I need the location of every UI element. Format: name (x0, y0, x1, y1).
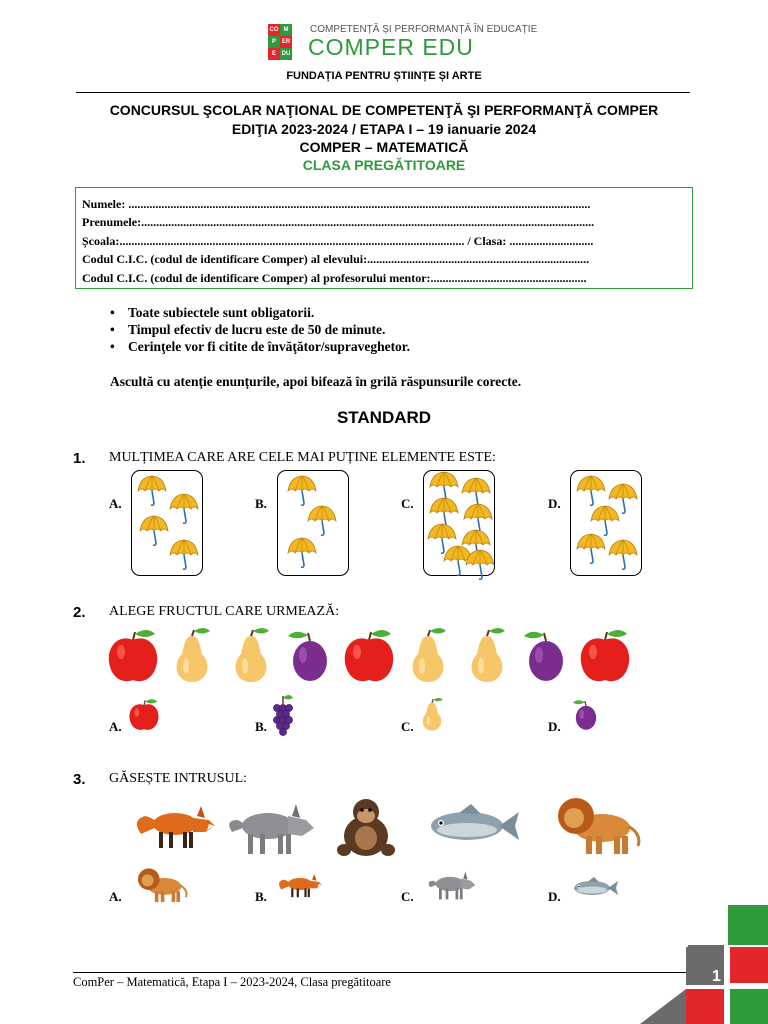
option-d-label[interactable]: D. (548, 719, 561, 734)
subject-title: COMPER – MATEMATICĂ (299, 139, 469, 155)
option-b-label[interactable]: B. (255, 719, 267, 734)
umbrella-icon (464, 504, 492, 533)
umbrella-icon (609, 540, 637, 569)
umbrella-icon (288, 538, 316, 567)
student-code-field[interactable]: Codul C.I.C. (codul de identificare Comper) al elevului:.......................................................................... (82, 252, 590, 266)
rule-item: • Timpul efectiv de lucru este de 50 de minute. (110, 322, 410, 339)
fox-icon (137, 806, 215, 848)
plum-icon (573, 700, 596, 730)
fox-icon (279, 874, 322, 897)
umbrella-icon (140, 516, 168, 545)
animal-options[interactable] (0, 862, 700, 907)
umbrella-icon (288, 476, 316, 505)
umbrella-icon (577, 476, 605, 505)
rule-item: • Toate subiectele sunt obligatorii. (110, 305, 410, 322)
option-a-label[interactable]: A. (109, 496, 122, 511)
section-title: STANDARD (336, 408, 432, 427)
class-title: CLASA PREGĂTITOARE (302, 157, 466, 173)
option-c-label[interactable]: C. (401, 496, 414, 511)
logo-cell: ER (280, 36, 292, 48)
corner-red-square (730, 947, 768, 983)
option-a-label[interactable]: A. (109, 889, 122, 904)
set-box-c[interactable] (423, 470, 495, 576)
set-box-b[interactable] (277, 470, 349, 576)
header-divider (76, 92, 690, 93)
option-c-label[interactable]: C. (401, 889, 414, 904)
apple-icon (345, 630, 393, 681)
edition-title: EDIŢIA 2023-2024 / ETAPA I – 19 ianuarie 2024 (231, 121, 537, 137)
umbrella-icon (591, 506, 619, 535)
option-d-label[interactable]: D. (548, 889, 561, 904)
set-box-a[interactable] (131, 470, 203, 576)
contest-title: CONCURSUL ŞCOLAR NAŢIONAL DE COMPETENŢĂ ŞI PERFORMANŢĂ COMPER (109, 102, 659, 118)
grapes-icon (273, 695, 293, 736)
lion-icon (558, 798, 639, 854)
umbrella-icon (430, 498, 458, 527)
logo-cell: P (268, 36, 280, 48)
brand-name: COMPER EDU (308, 34, 474, 60)
apple-icon (109, 630, 157, 681)
name-field[interactable]: Numele: .......................................................................................................................................................... (82, 197, 591, 211)
wolf-icon (229, 804, 314, 854)
umbrella-icon (138, 476, 166, 505)
school-class-field[interactable]: Școala:................................................................................................................... / Clasa: ............................ (82, 234, 594, 248)
wolf-icon (429, 872, 476, 900)
footer-text: ComPer – Matematică, Etapa I – 2023-2024, Clasa pregătitoare (73, 975, 391, 989)
pear-icon (472, 628, 505, 682)
umbrella-icon (430, 472, 458, 501)
umbrella-icon (577, 534, 605, 563)
brand-tagline: COMPETENȚĂ ȘI PERFORMANȚĂ ÎN EDUCAȚIE (310, 24, 538, 35)
pear-icon (177, 628, 210, 682)
fruit-options[interactable] (0, 694, 700, 734)
pear-icon (236, 628, 269, 682)
rules-list (110, 305, 410, 356)
corner-decoration (640, 905, 768, 1024)
umbrella-icon (466, 550, 494, 579)
rule-item: • Cerinţele vor fi citite de învăţător/supraveghetor. (110, 339, 410, 356)
fish-icon (574, 877, 618, 895)
pear-icon (423, 698, 443, 730)
question-text: ALEGE FRUCTUL CARE URMEAZĂ: (109, 604, 340, 619)
pear-icon (413, 628, 446, 682)
question-number: 2. (73, 604, 86, 621)
apple-icon (129, 699, 158, 730)
animal-row (0, 790, 700, 865)
option-a-label[interactable]: A. (109, 719, 122, 734)
question-number: 1. (73, 450, 86, 467)
option-c-label[interactable]: C. (401, 719, 414, 734)
fruit-sequence (100, 626, 640, 686)
umbrella-icon (170, 540, 198, 569)
fish-icon (431, 804, 519, 840)
option-b-label[interactable]: B. (255, 496, 267, 511)
footer-divider (73, 972, 713, 973)
instruction-text: Ascultă cu atenție enunțurile, apoi bifează în grilă răspunsurile corecte. (110, 374, 522, 389)
umbrella-icon (462, 478, 490, 507)
logo-cell: CO (268, 24, 280, 36)
mentor-code-field[interactable]: Codul C.I.C. (codul de identificare Comper) al profesorului mentor:.................................................... (82, 271, 587, 285)
option-d-label[interactable]: D. (548, 496, 561, 511)
logo-cell: DU (280, 48, 292, 60)
plum-icon (524, 632, 563, 681)
option-b-label[interactable]: B. (255, 889, 267, 904)
lion-icon (138, 868, 187, 902)
set-box-d[interactable] (570, 470, 642, 576)
umbrella-icon (170, 494, 198, 523)
logo-cell: M (280, 24, 292, 36)
foundation-name: FUNDAȚIA PENTRU ȘTIINȚE ȘI ARTE (286, 70, 482, 82)
question-text: GĂSEȘTE INTRUSUL: (109, 771, 248, 786)
question-number: 3. (73, 771, 86, 788)
apple-icon (581, 630, 629, 681)
page-number: 1 (712, 968, 721, 985)
question-text: MULȚIMEA CARE ARE CELE MAI PUȚINE ELEMENTE ESTE: (109, 450, 496, 465)
logo-cell: E (268, 48, 280, 60)
surname-field[interactable]: Prenumele:....................................................................................................................................................... (82, 215, 595, 229)
gorilla-icon (337, 799, 395, 856)
plum-icon (288, 632, 327, 681)
logo-mark (268, 24, 304, 60)
umbrella-icon (308, 506, 336, 535)
